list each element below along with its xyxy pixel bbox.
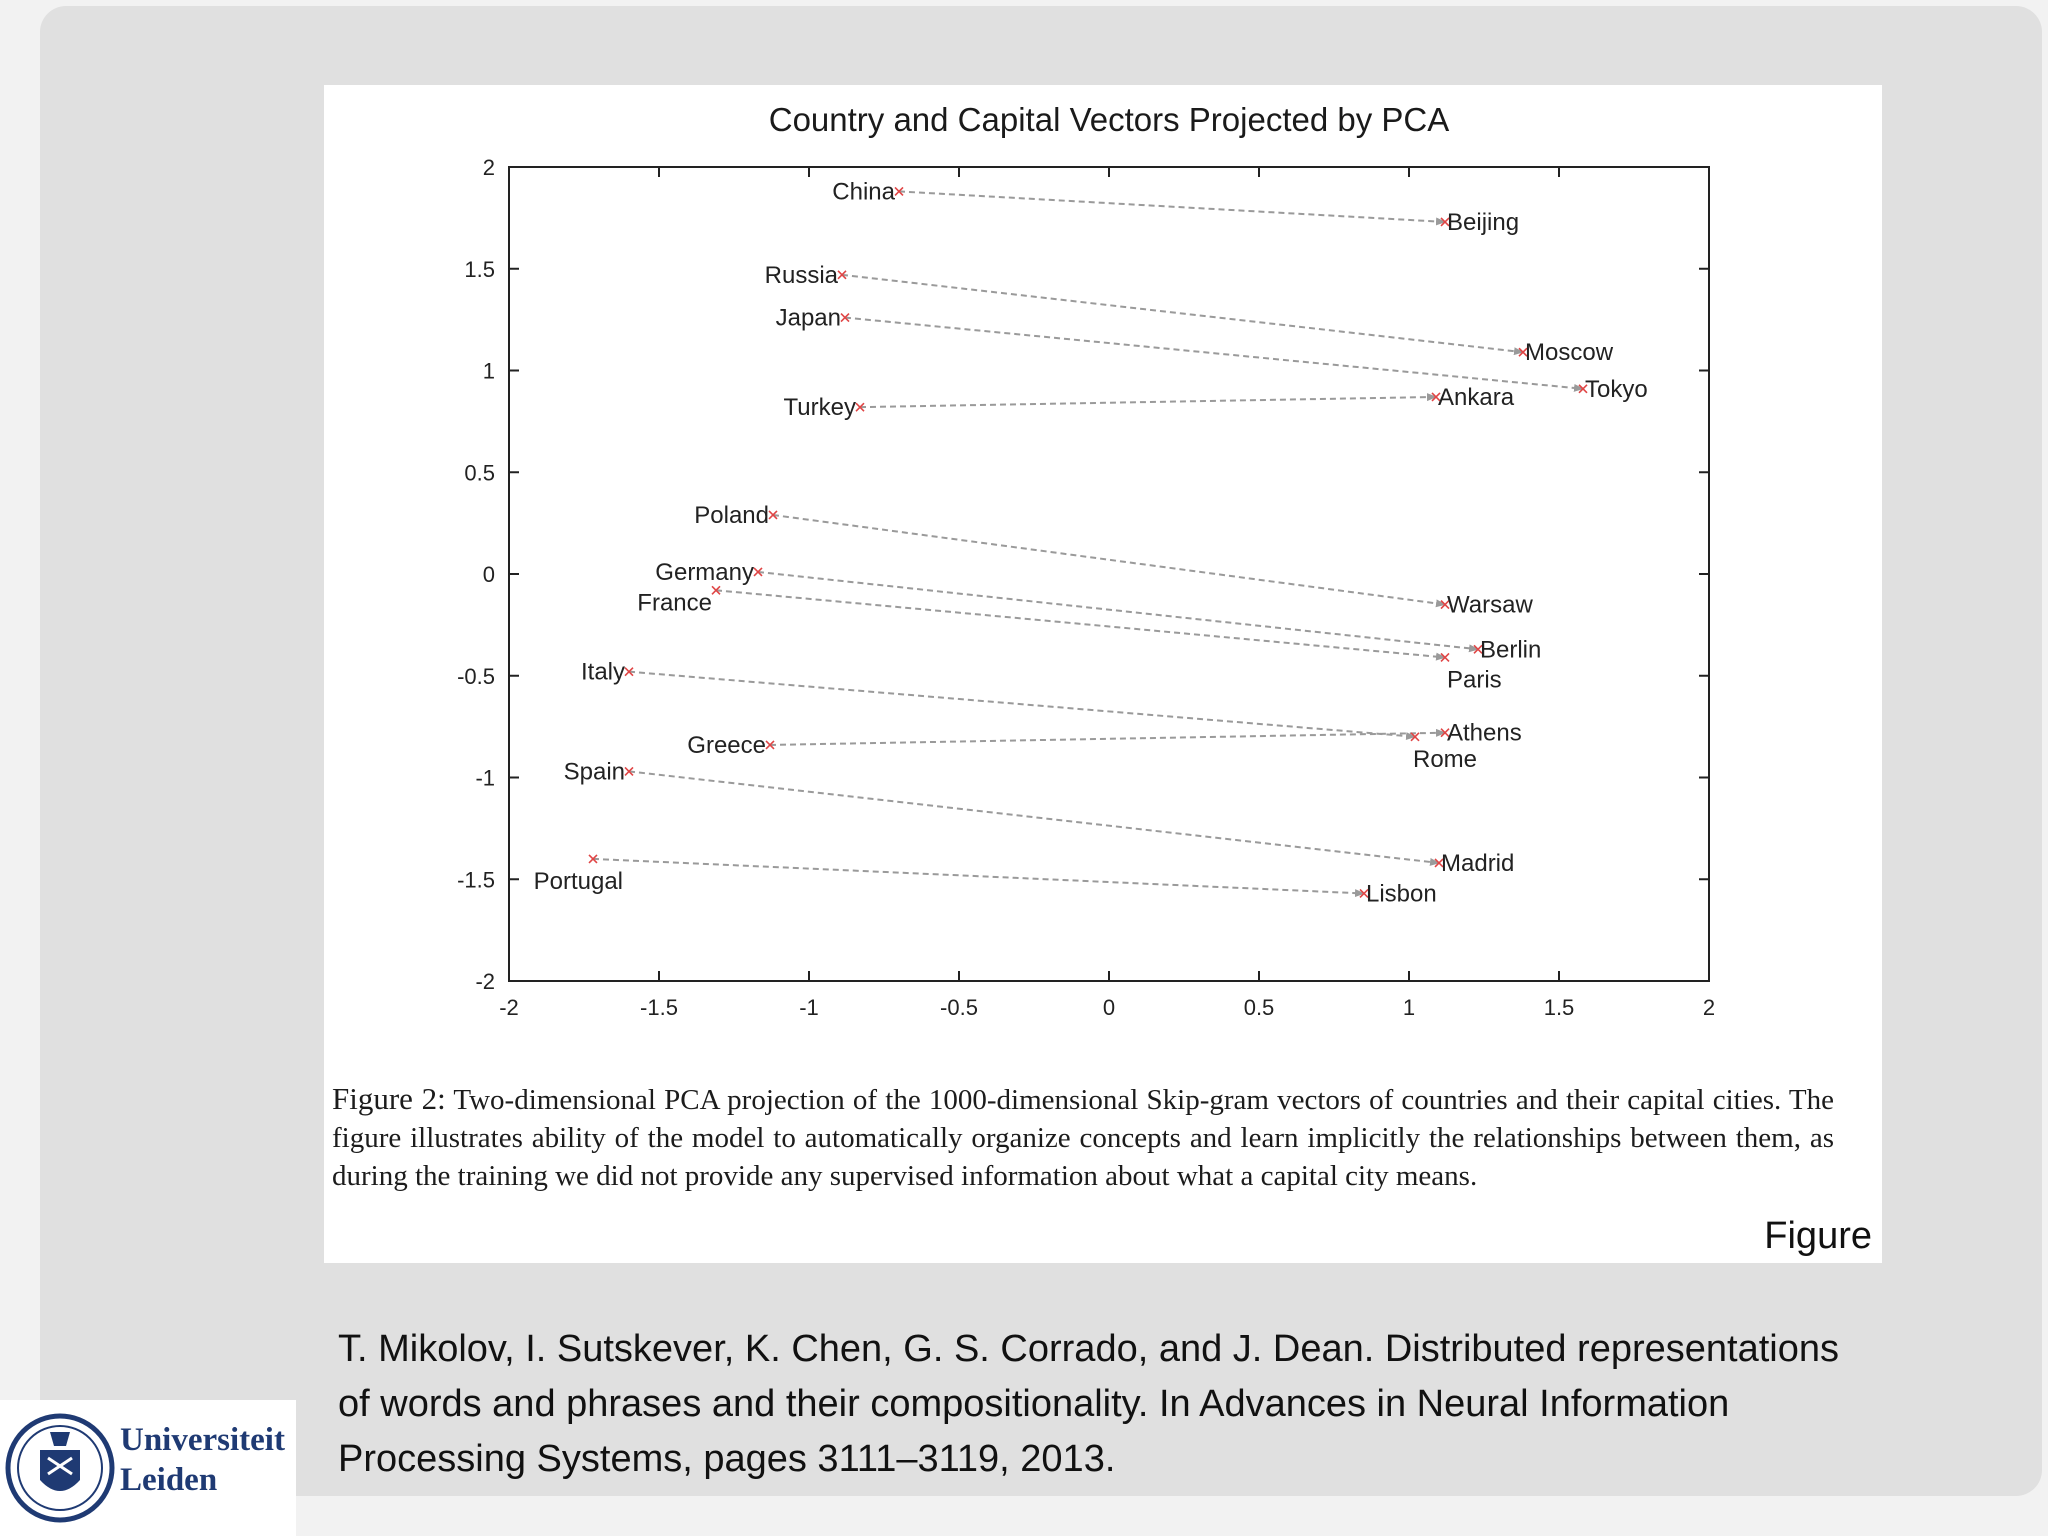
- y-tick-label: 1.5: [464, 256, 495, 282]
- data-point: [534, 855, 623, 895]
- university-seal-icon: [4, 1402, 116, 1534]
- data-point: [784, 394, 864, 421]
- figure-panel: [324, 85, 1882, 1263]
- data-point: [564, 758, 633, 785]
- y-tick-label: -2: [475, 969, 495, 994]
- logo-line-2: Leiden: [120, 1462, 218, 1498]
- logo-line-1: Universiteit: [120, 1422, 285, 1458]
- y-tick-label: 1: [482, 358, 495, 384]
- university-name: [120, 1420, 285, 1500]
- x-tick-label: 1: [1402, 995, 1416, 1020]
- arrow-layer: [593, 191, 1583, 893]
- point-label: Poland: [694, 501, 769, 529]
- data-point: [637, 586, 720, 616]
- point-label: Japan: [775, 304, 841, 332]
- x-tick-label: 0: [1102, 995, 1116, 1020]
- data-point: [1435, 850, 1514, 877]
- point-label: Germany: [655, 558, 754, 586]
- y-tick-label: 0: [482, 562, 495, 587]
- figure-label: Figure: [1764, 1215, 1872, 1257]
- y-tick-label: 2: [482, 155, 495, 180]
- data-point: [694, 502, 777, 529]
- point-label: Lisbon: [1366, 880, 1437, 908]
- point-label: Paris: [1447, 666, 1502, 694]
- x-tick-label: -2: [499, 995, 519, 1020]
- point-label: Tokyo: [1585, 375, 1648, 403]
- country-capital-arrow: [629, 672, 1415, 737]
- x-tick-label: -0.5: [940, 995, 978, 1020]
- point-label: Turkey: [783, 394, 856, 422]
- data-point: [832, 178, 903, 205]
- x-tick-label: 1.5: [1543, 995, 1575, 1020]
- country-capital-arrow: [770, 733, 1445, 745]
- data-point: [1519, 339, 1614, 366]
- y-tick-label: -0.5: [457, 663, 495, 689]
- country-capital-arrow: [860, 397, 1436, 407]
- data-point: [1579, 376, 1648, 403]
- country-capital-arrow: [899, 191, 1445, 222]
- chart-title: Country and Capital Vectors Projected by PCA: [768, 101, 1450, 138]
- country-capital-arrow: [716, 590, 1445, 657]
- point-layer: [534, 178, 1648, 907]
- citation-text: T. Mikolov, I. Sutskever, K. Chen, G. S. Corrado, and J. Dean. Distributed representations of words and phrases and their compositionality. In Advances in Neural Information Processing Systems, pages 3111–3119, 2013.: [338, 1328, 1839, 1480]
- figure-caption: [332, 1080, 1834, 1195]
- country-capital-arrow: [773, 515, 1445, 605]
- data-point: [1474, 636, 1541, 663]
- country-capital-arrow: [842, 275, 1523, 352]
- point-label: Warsaw: [1447, 591, 1533, 619]
- point-label: Italy: [580, 658, 625, 686]
- point-label: Rome: [1413, 745, 1478, 773]
- data-point: [1441, 592, 1533, 619]
- data-point: [765, 262, 846, 289]
- point-label: China: [832, 178, 895, 206]
- point-label: Athens: [1447, 719, 1522, 747]
- point-marker: [1441, 653, 1449, 661]
- data-point: [581, 659, 633, 686]
- x-tick-label: -1: [799, 995, 819, 1020]
- point-label: Spain: [563, 758, 625, 786]
- data-point: [687, 732, 774, 759]
- x-tick-label: 2: [1702, 995, 1716, 1020]
- data-point: [1432, 384, 1515, 411]
- y-axis: [457, 155, 1709, 994]
- point-label: Greece: [687, 731, 766, 759]
- caption-text: Two-dimensional PCA projection of the 1000-dimensional Skip-gram vectors of countries and their capital cities. The figure illustrates ability of the model to automatically organize concepts and learn implicitly the relationships between them, as during the training we did not provide any supervised information about what a capital city means.: [332, 1084, 1834, 1192]
- country-capital-arrow: [758, 572, 1478, 649]
- country-capital-arrow: [629, 771, 1439, 863]
- y-tick-label: 0.5: [464, 460, 495, 486]
- data-point: [1441, 720, 1522, 747]
- pca-chart: [324, 85, 1882, 1075]
- x-tick-label: -1.5: [640, 995, 678, 1020]
- point-label: Beijing: [1447, 208, 1520, 236]
- point-label: Russia: [764, 261, 838, 289]
- x-tick-label: 0.5: [1243, 995, 1275, 1020]
- data-point: [776, 305, 849, 332]
- point-label: France: [637, 589, 712, 617]
- data-point: [1441, 209, 1519, 236]
- y-tick-label: -1: [475, 765, 495, 791]
- caption-lead: Figure 2:: [332, 1081, 446, 1116]
- data-point: [655, 559, 762, 586]
- country-capital-arrow: [845, 318, 1583, 389]
- point-label: Ankara: [1438, 383, 1515, 411]
- point-label: Berlin: [1480, 636, 1542, 664]
- point-label: Portugal: [533, 867, 623, 895]
- country-capital-arrow: [593, 859, 1364, 894]
- point-label: Moscow: [1525, 339, 1614, 367]
- university-logo: [0, 1400, 296, 1536]
- data-point: [1360, 880, 1437, 907]
- y-tick-label: -1.5: [457, 867, 495, 893]
- point-label: Madrid: [1441, 849, 1515, 877]
